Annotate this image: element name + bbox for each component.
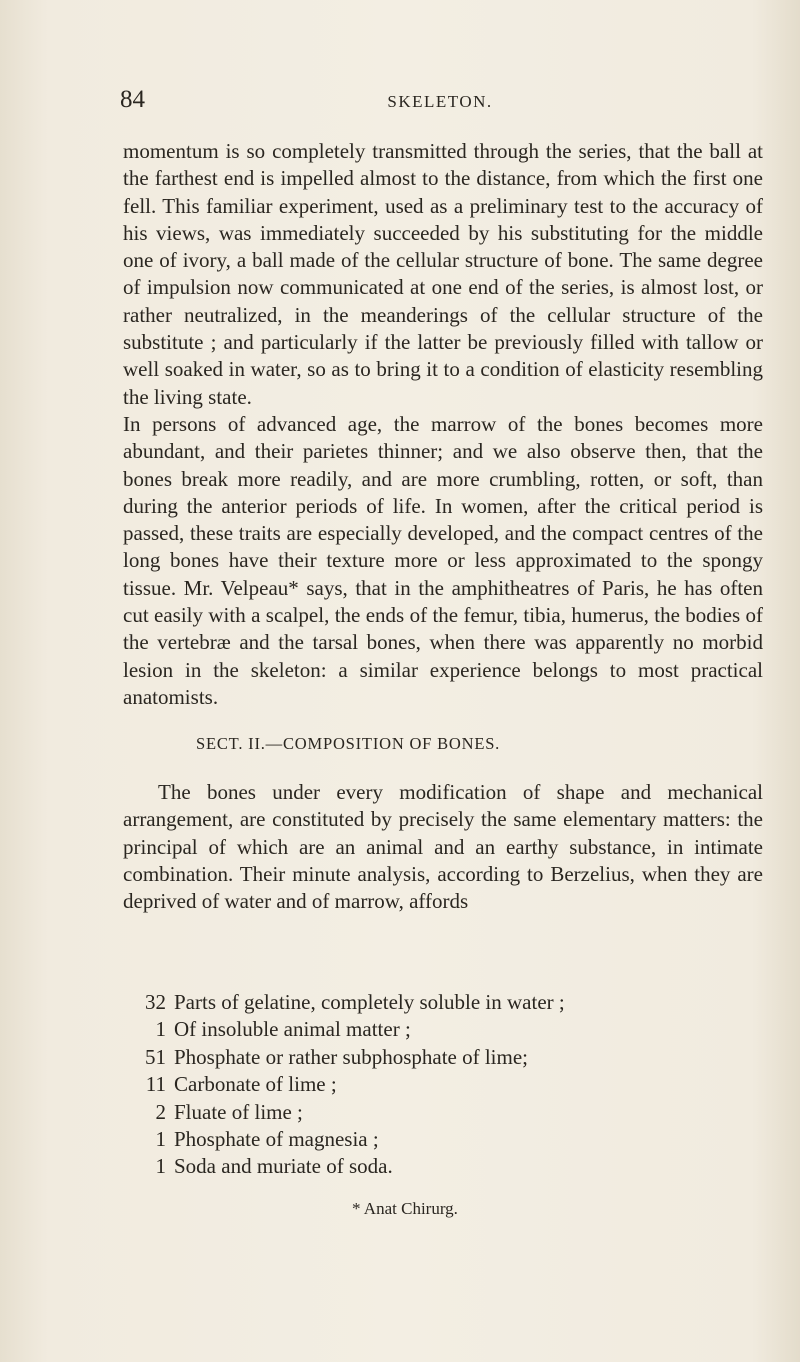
paragraph-momentum: momentum is so completely transmitted through the series, that the ball at the farthest end is impelled almost to the distance, from which the first one fell. This familiar experiment, used as a preliminary test to the accuracy of his views, was immediately succeeded by his substituting for the middle one of ivory, a ball made of the cellular structure of bone. The same degree of impulsion now communicated at one end of the series, is almost lost, or rather neutralized, in the meanderings of the cellular structure of the substitute ; and particularly if the latter be previously filled with tallow or well soaked in water, so as to bring it to a condition of elasticity resembling the living state.	[123, 139, 763, 409]
composition-qty: 1	[155, 1017, 166, 1042]
list-item	[140, 1126, 740, 1153]
composition-list	[140, 989, 740, 1181]
composition-item: Parts of gelatine, completely soluble in water ;	[174, 990, 565, 1014]
composition-item: Of insoluble animal matter ;	[174, 1017, 411, 1042]
composition-item: Phosphate or rather subphosphate of lime;	[174, 1044, 529, 1069]
composition-intro	[123, 779, 763, 915]
composition-item: Phosphate of magnesia ;	[174, 1127, 379, 1152]
composition-qty: 32	[145, 990, 166, 1014]
paragraph-composition: The bones under every modification of shape and mechanical arrangement, are constituted by precisely the same elementary matters: the principal of which are an animal and an earthy substance, in intimate combination. Their minute analysis, according to Berzelius, when they are deprived of water and of marrow, affords	[123, 780, 763, 914]
footnote: * Anat Chirurg.	[352, 1199, 458, 1218]
composition-qty: 11	[145, 1072, 166, 1097]
composition-qty: 2	[155, 1099, 166, 1124]
body-text	[123, 138, 763, 711]
page-number: 84	[120, 86, 145, 113]
list-item	[140, 1016, 740, 1043]
list-item	[140, 1071, 740, 1098]
paragraph-advanced-age: In persons of advanced age, the marrow of the bones becomes more abundant, and their parietes thinner; and we also observe then, that the bones break more readily, and are more crumbling, rotten, or soft, than during the anterior periods of life. In women, after the critical period is passed, these traits are especially developed, and the compact centres of the long bones have their texture more or less approximated to the spongy tissue. Mr. Velpeau* says, that in the amphitheatres of Paris, he has often cut easily with a scalpel, the ends of the femur, tibia, humerus, the bodies of the vertebræ and the tarsal bones, when there was apparently no morbid lesion in the skeleton: a similar experience belongs to most practical anatomists.	[123, 411, 763, 709]
composition-item: Carbonate of lime ;	[174, 1072, 337, 1097]
composition-qty: 1	[155, 1127, 166, 1152]
running-head	[120, 86, 760, 116]
list-item	[140, 989, 740, 1016]
list-item	[140, 1099, 740, 1126]
composition-qty: 51	[145, 1044, 166, 1069]
composition-item: Fluate of lime ;	[174, 1099, 303, 1124]
list-item	[140, 1044, 740, 1071]
composition-qty: 1	[155, 1154, 166, 1179]
section-heading: SECT. II.—COMPOSITION OF BONES.	[196, 734, 501, 753]
running-title: SKELETON.	[387, 92, 493, 111]
composition-item: Soda and muriate of soda.	[174, 1154, 393, 1179]
list-item	[140, 1153, 740, 1180]
